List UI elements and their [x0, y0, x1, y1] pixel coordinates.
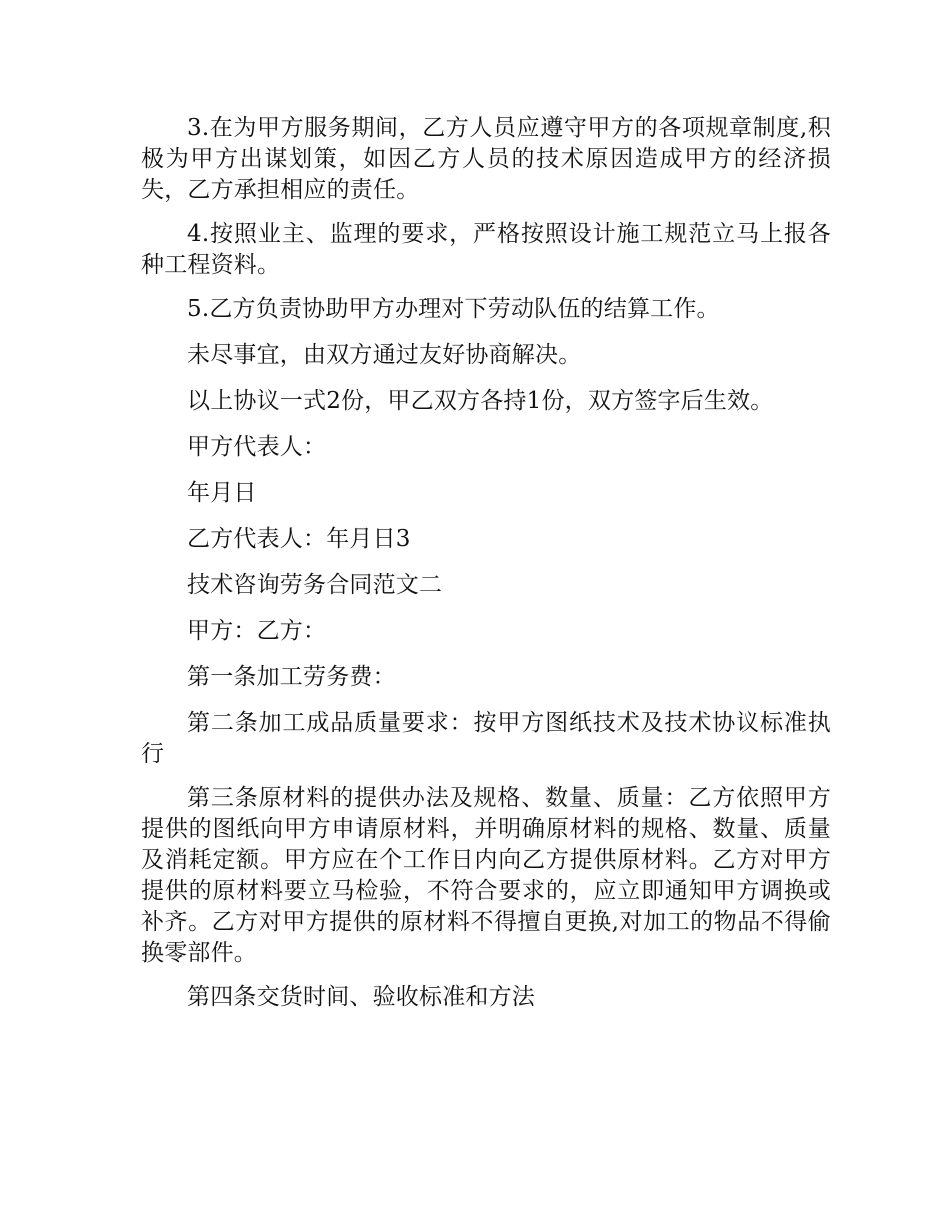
article-2: 第二条加工成品质量要求：按甲方图纸技术及技术协议标准执行 [141, 710, 831, 767]
article-1: 第一条加工劳务费： [187, 664, 396, 690]
paragraph-clause-5: 5.乙方负责协助甲方办理对下劳动队伍的结算工作。 [187, 296, 720, 322]
article-3: 第三条原材料的提供办法及规格、数量、质量：乙方依照甲方提供的图纸向甲方申请原材料，并明确原材料的规格、数量、质量及消耗定额。甲方应在个工作日内向乙方提供原材料。乙方对甲方提供的原材料要立马检验，不符合要求的，应立即通知甲方调换或补齐。乙方对甲方提供的原材料不得擅自更换,对加工的物品不得偷换零部件。 [141, 785, 831, 966]
parties-line: 甲方：乙方： [187, 618, 327, 644]
party-b-representative-date-line: 乙方代表人：年月日3 [187, 526, 411, 552]
paragraph-clause-3: 3.在为甲方服务期间，乙方人员应遵守甲方的各项规章制度,积极为甲方出谋划策，如因乙方人员的技术原因造成甲方的经济损失，乙方承担相应的责任。 [141, 115, 831, 203]
date-line: 年月日 [187, 480, 257, 506]
paragraph-clause-4: 4.按照业主、监理的要求，严格按照设计施工规范立马上报各种工程资料。 [141, 221, 831, 278]
section-title: 技术咨询劳务合同范文二 [187, 572, 443, 598]
document-body [141, 113, 831, 1026]
paragraph-copies-effective: 以上协议一式2份，甲乙双方各持1份，双方签字后生效。 [187, 388, 774, 414]
article-4: 第四条交货时间、验收标准和方法 [187, 984, 535, 1010]
party-a-representative-label: 甲方代表人： [187, 434, 327, 460]
paragraph-unresolved-matters: 未尽事宜，由双方通过友好协商解决。 [187, 342, 582, 368]
